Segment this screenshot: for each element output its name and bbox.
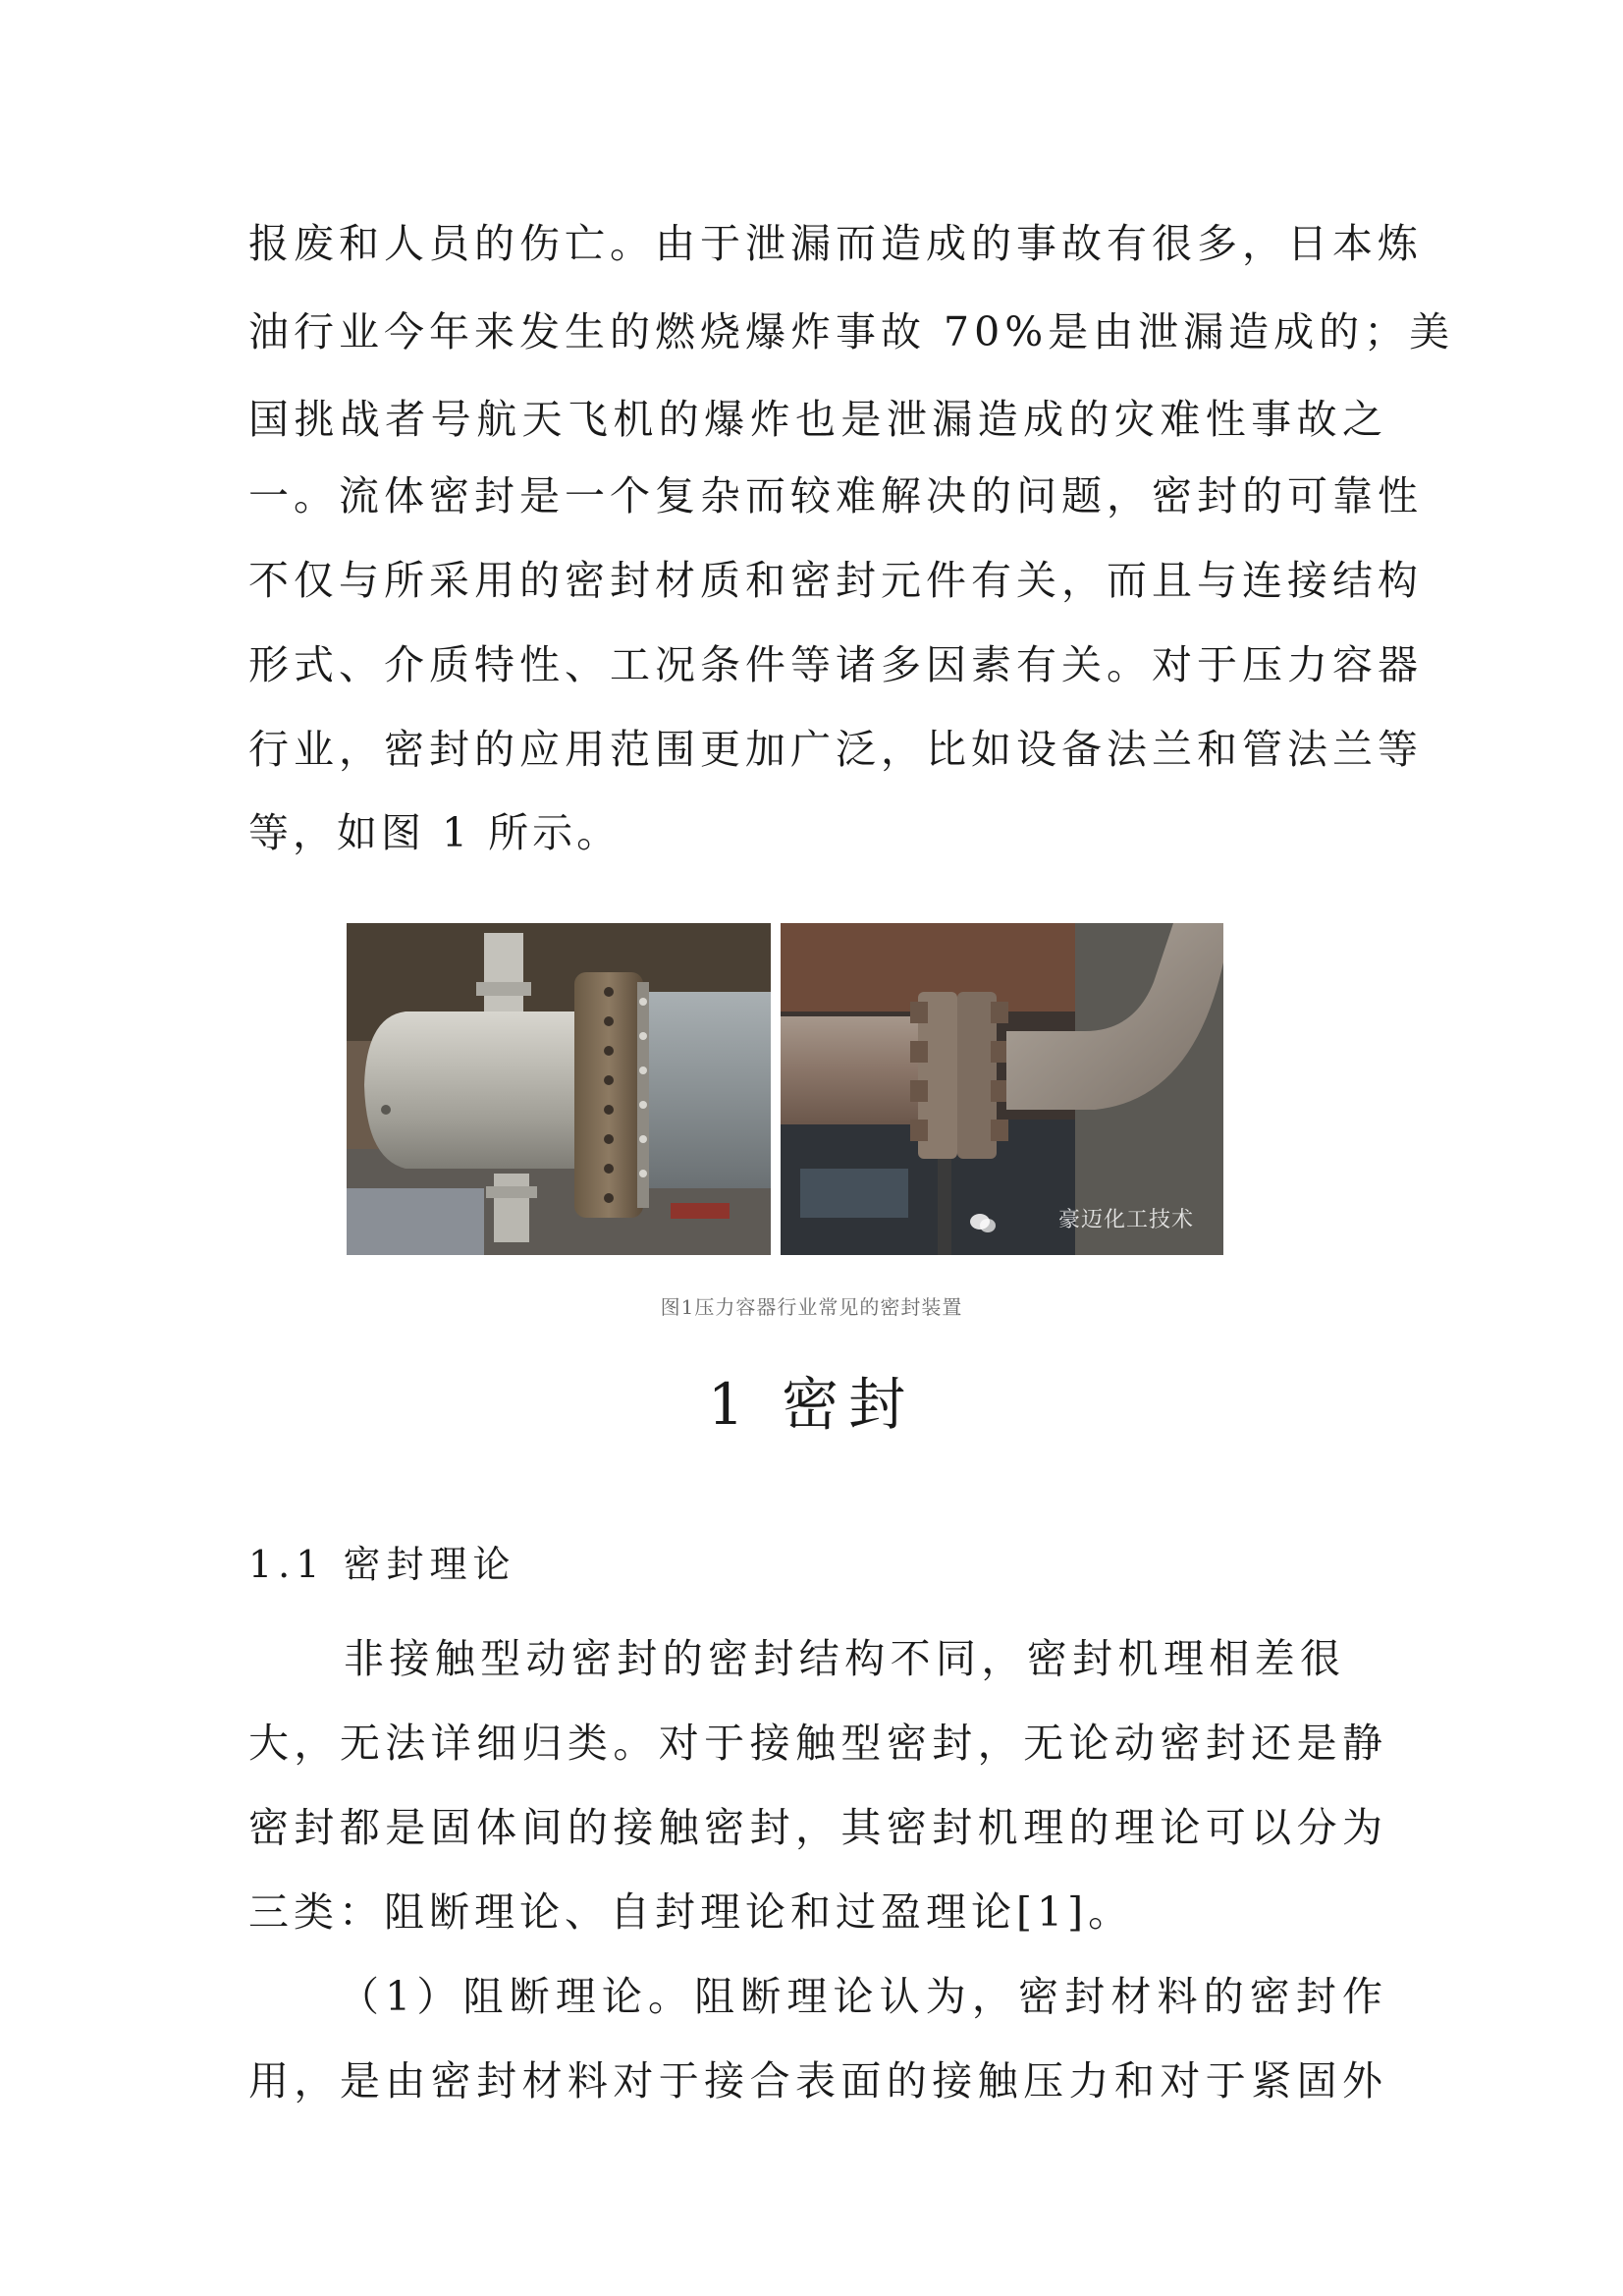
- text-line: 油行业今年来发生的燃烧爆炸事故 70%是由泄漏造成的；美: [248, 308, 1455, 355]
- text-line: 形式、介质特性、工况条件等诸多因素有关。对于压力容器: [248, 641, 1423, 688]
- watermark-text: 豪迈化工技术: [1057, 1208, 1194, 1232]
- text-line: 不仅与所采用的密封材质和密封元件有关，而且与连接结构: [248, 557, 1423, 604]
- subsection-heading: 1.1 密封理论: [248, 1543, 516, 1586]
- text-line: （1）阻断理论。阻断理论认为，密封材料的密封作: [339, 1973, 1387, 2020]
- text-line: 等，如图 1 所示。: [248, 809, 622, 856]
- text-line: 密封都是固体间的接触密封，其密封机理的理论可以分为: [248, 1804, 1387, 1851]
- wechat-icon: [968, 1212, 998, 1235]
- text-line: 非接触型动密封的密封结构不同，密封机理相差很: [344, 1635, 1345, 1682]
- text-line: 报废和人员的伤亡。由于泄漏而造成的事故有很多，日本炼: [248, 220, 1423, 267]
- section-heading: 1 密封: [707, 1371, 916, 1438]
- heat-exchanger-flange-photo: [347, 923, 771, 1255]
- text-line: 大，无法详细归类。对于接触型密封，无论动密封还是静: [248, 1720, 1387, 1767]
- text-line: 行业，密封的应用范围更加广泛，比如设备法兰和管法兰等: [248, 726, 1423, 773]
- figure-1: [347, 923, 1223, 1255]
- text-line: 三类：阻断理论、自封理论和过盈理论[1]。: [248, 1888, 1134, 1936]
- figure-caption: 图1压力容器行业常见的密封装置: [660, 1295, 963, 1319]
- text-line: 国挑战者号航天飞机的爆炸也是泄漏造成的灾难性事故之: [248, 396, 1387, 443]
- text-line: 一。流体密封是一个复杂而较难解决的问题，密封的可靠性: [248, 472, 1423, 519]
- pipe-flange-photo: [781, 923, 1223, 1255]
- text-line: 用，是由密封材料对于接合表面的接触压力和对于紧固外: [248, 2057, 1387, 2105]
